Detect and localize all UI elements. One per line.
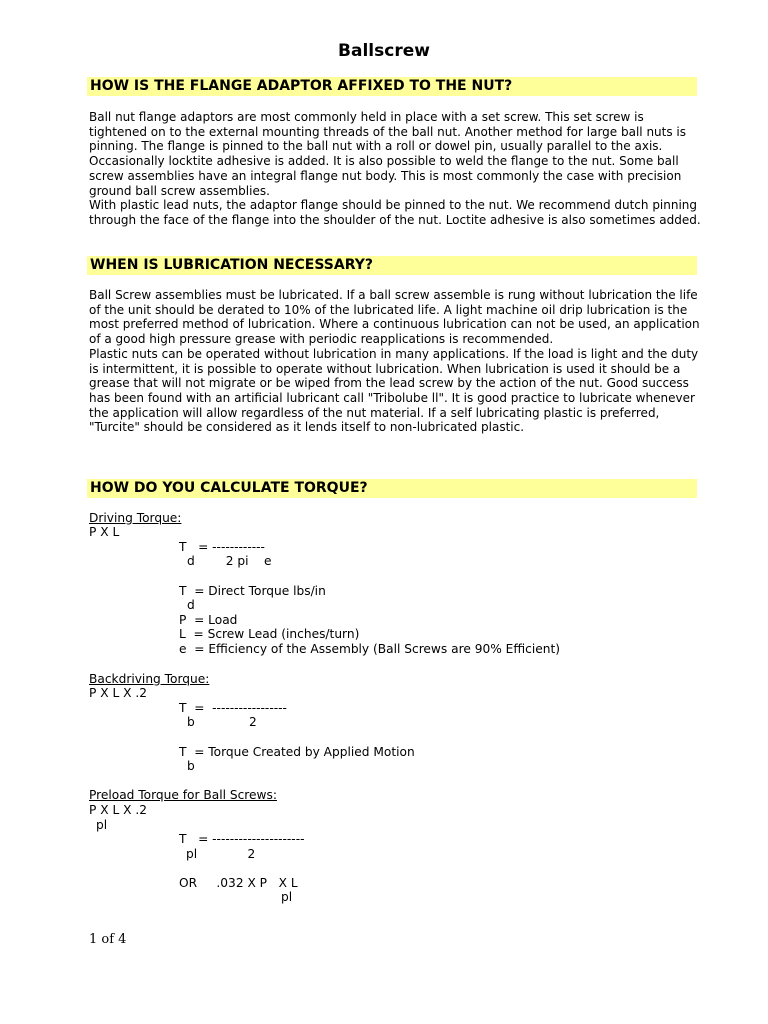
backdriving-torque-label: Backdriving Torque: [89, 672, 210, 686]
preload-alt-formula: OR .032 X P X L [179, 876, 298, 890]
section-heading-torque: HOW DO YOU CALCULATE TORQUE? [87, 479, 697, 498]
section-heading-lubrication: WHEN IS LUBRICATION NECESSARY? [87, 256, 697, 275]
backdriving-def-t: T = Torque Created by Applied Motion [179, 745, 415, 759]
preload-fraction-line: T = --------------------- [179, 832, 305, 846]
driving-numerator: P X L [89, 525, 120, 539]
paragraph: With plastic lead nuts, the adaptor flange should be pinned to the nut. We recommend dutch pinning through the face of the flange into the shoulder of the nut. Loctite adhesive is also sometimes added. [89, 198, 701, 227]
backdriving-fraction-line: T = ----------------- [179, 701, 287, 715]
paragraph: Ball Screw assemblies must be lubricated. If a ball screw assemble is rung without lubrication the life of the unit should be derated to 10% of the lubricated life. A light machine oil drip lubrication is the most preferred method of lubrication. Where a continuous lubrication can not be used, an application of a good high pressure grease with periodic reapplications is recommended. [89, 288, 700, 347]
driving-fraction-line: T = ------------ [179, 540, 265, 554]
paragraph: Plastic nuts can be operated without lubrication in many applications. If the load is light and the duty is intermittent, it is possible to operate without lubrication. When lubrication is used it should be a grease that will not migrate or be wiped from the lead screw by the action of the nut. Good success has been found with an artificial lubricant call "Tribolube ll". It is good practice to lubricate whenever the application will allow regardless of the nut material. If a self lubricating plastic is preferred, "Turcite" should be considered as it lends itself to non-lubricated plastic. [89, 346, 699, 435]
driving-def-e: e = Efficiency of the Assembly (Ball Screws are 90% Efficient) [179, 642, 560, 656]
driving-def-p: P = Load [179, 613, 238, 627]
section-heading-flange: HOW IS THE FLANGE ADAPTOR AFFIXED TO THE NUT? [87, 77, 697, 96]
backdriving-fraction-sub: b 2 [187, 715, 257, 729]
section-body-flange [89, 110, 704, 228]
backdriving-def-t-sub: b [187, 759, 195, 773]
preload-fraction-sub: pl 2 [186, 847, 256, 861]
page-title: Ballscrew [338, 41, 430, 61]
page-number: 1 of 4 [89, 932, 127, 947]
preload-numerator: P X L X .2 [89, 803, 147, 817]
paragraph: Ball nut flange adaptors are most commonly held in place with a set screw. This set screw is tightened on to the external mounting threads of the ball nut. Another method for large ball nuts is pinning. The flange is pinned to the ball nut with a roll or dowel pin, usually parallel to the axis. Occasionally locktite adhesive is added. It is also possible to weld the flange to the nut. Some ball screw assemblies have an integral flange nut body. This is most commonly the case with precision ground ball screw assemblies. [89, 110, 687, 198]
driving-def-t-sub: d [187, 598, 195, 612]
driving-torque-label: Driving Torque: [89, 511, 182, 525]
driving-def-t: T = Direct Torque lbs/in [179, 584, 326, 598]
driving-fraction-sub: d 2 pi e [187, 554, 272, 568]
preload-alt-sub: pl [281, 890, 293, 904]
driving-def-l: L = Screw Lead (inches/turn) [179, 627, 360, 641]
section-body-lubrication [89, 288, 704, 435]
preload-numerator-sub: pl [96, 818, 108, 832]
preload-torque-label: Preload Torque for Ball Screws: [89, 788, 277, 802]
backdriving-numerator: P X L X .2 [89, 686, 147, 700]
